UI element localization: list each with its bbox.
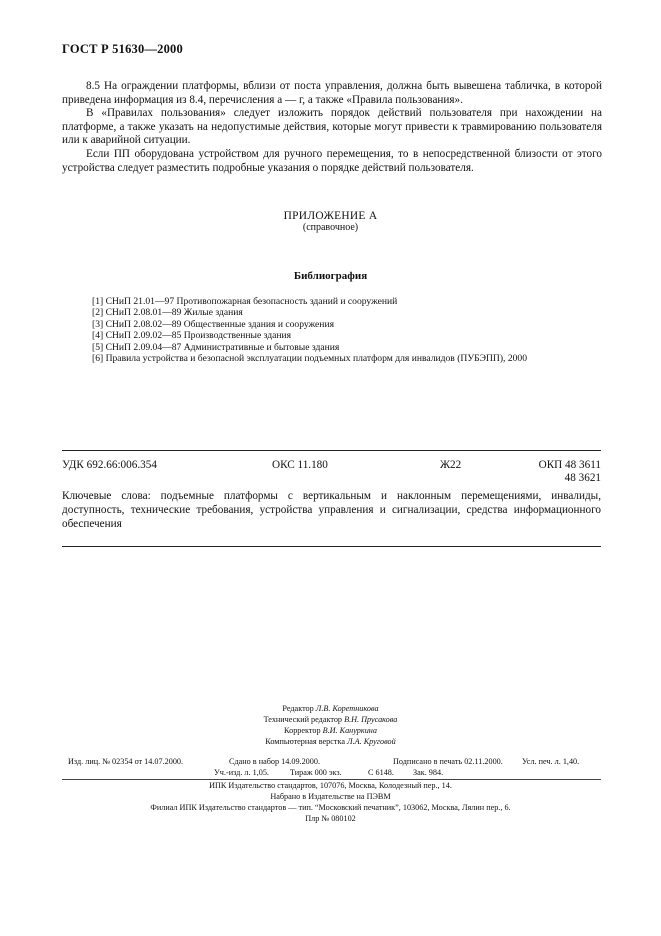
paragraph-rules: В «Правилах пользования» следует изложить порядок действий пользователя при нахождении на платформе, а также указать на недопустимые действия, которые могут привести к травмированию пользователя или к аварийной ситуации. [62,107,602,147]
credit-layout [0,736,661,747]
pub-sheets: Усл. печ. л. 1,40. [522,757,580,766]
credit-tech-editor [0,714,661,725]
press-line: Плр № 080102 [305,814,356,823]
udk-code: УДК 692.66:006.354 [62,459,157,471]
press-line: Филиал ИПК Издательство стандартов — тип. “Московский печатник”, 103062, Москва, Лялин пер., 6. [150,803,511,812]
bibliography-item: [4] СНиП 2.09.02—85 Производственные здания [92,330,292,342]
credit-role: Компьютерная верстка [265,737,345,746]
bibliography-item: [3] СНиП 2.08.02—89 Общественные здания и сооружения [92,318,334,330]
divider-top [62,450,601,451]
appendix-title: ПРИЛОЖЕНИЕ А [283,210,378,222]
appendix-subtitle: (справочное) [302,222,359,233]
paragraph-8-5: 8.5 На ограждении платформы, вблизи от поста управления, должна быть вывешена табличка, в которой приведена информация из 8.4, перечисления а — г, а также «Правила пользования». [62,80,602,106]
okp-code-2: 48 3621 [564,472,601,484]
pub-sent: Сдано в набор 14.09.2000. [229,757,321,766]
credit-editor [0,703,661,714]
oks-code: ОКС 11.180 [272,459,328,471]
bibliography-item: [1] СНиП 21.01—97 Противопожарная безопасность зданий и сооружений [92,296,398,307]
pub-tirazh: Тираж 000 экз. [290,768,342,777]
keywords: Ключевые слова: подъемные платформы с вертикальным и наклонным перемещениями, инвалиды, доступность, технические требования, устройства управления и сигнализации, средства информационного обеспечения [62,490,601,530]
press-line: ИПК Издательство стандартов, 107076, Москва, Колодезный пер., 14. [209,781,452,790]
credit-role: Технический редактор [263,715,343,724]
credit-name: Л.А. Круговой [347,737,396,746]
press-info [0,780,661,824]
pub-signed: Подписано в печать 02.11.2000. [393,757,503,766]
credit-corrector [0,725,661,736]
bibliography-item: [6] Правила устройства и безопасной эксплуатации подъемных платформ для инвалидов (ПУБЭПП), 2000 [92,353,528,365]
credit-role: Корректор [284,726,321,735]
pub-license: Изд. лиц. № 02354 от 14.07.2000. [68,757,184,766]
pub-c: С 6148. [368,768,394,777]
paragraph-manual-device: Если ПП оборудована устройством для ручного перемещения, то в непосредственной близости от этого устройства следует разместить подробные указания о порядке действий пользователя. [62,147,602,174]
press-line: Набрано в Издательстве на ПЭВМ [270,792,391,801]
bibliography-list [92,296,527,364]
pub-uch: Уч.-изд. л. 1,05. [214,768,269,777]
credit-role: Редактор [282,704,314,713]
okp-code-1: ОКП 48 3611 [538,459,601,471]
credit-name: В.Н. Прусакова [344,715,398,724]
body-text [62,80,602,175]
credit-name: В.И. Кануркина [322,726,377,735]
divider-bottom [62,546,601,547]
bibliography-item: [5] СНиП 2.09.04—87 Административные и бытовые здания [92,341,340,353]
pub-zak: Зак. 984. [413,768,444,777]
editorial-credits [0,703,661,747]
page-header-standard: ГОСТ Р 51630—2000 [62,42,183,56]
bibliography-title: Библиография [293,270,368,282]
bibliography-item: [2] СНиП 2.08.01—89 Жилые здания [92,307,243,319]
group-code: Ж22 [440,459,462,471]
credit-name: Л.В. Коретникова [315,704,379,713]
